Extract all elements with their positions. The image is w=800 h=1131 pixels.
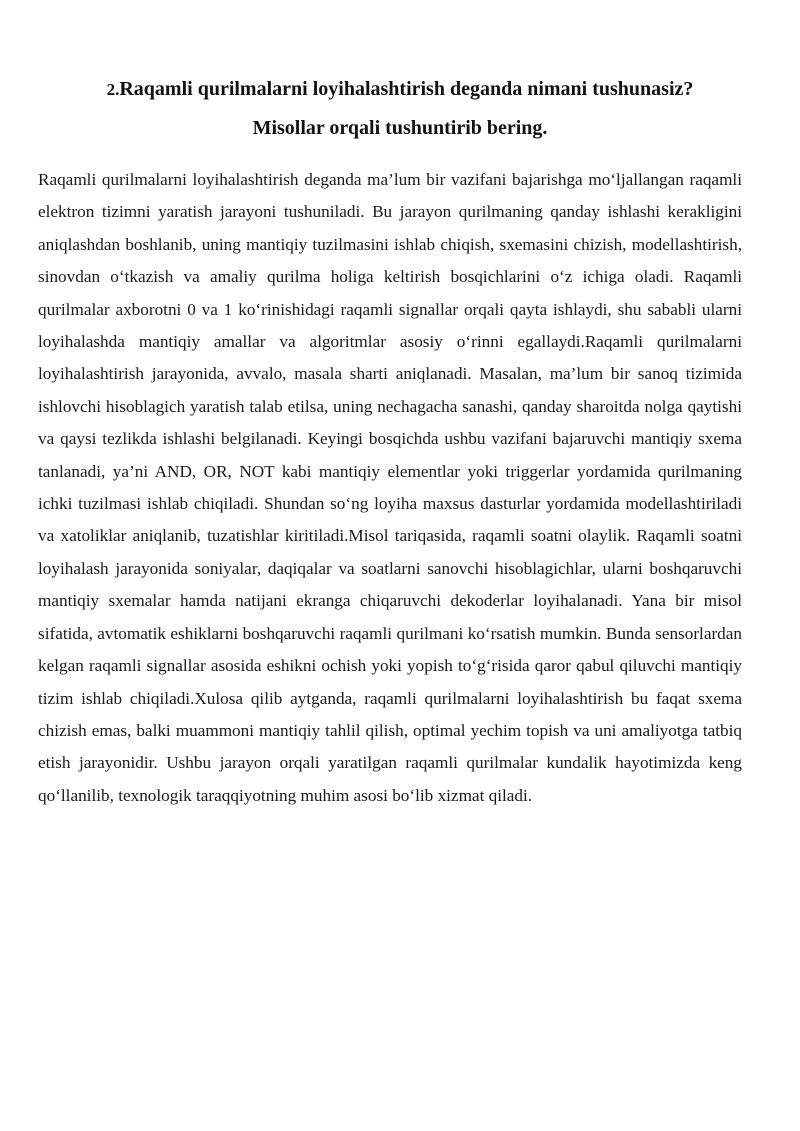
question-number: 2. — [106, 80, 120, 99]
answer-paragraph: Raqamli qurilmalarni loyihalashtirish deganda ma’lum bir vazifani bajarishga mo‘ljallangan raqamli elektron tizimni yaratish jarayoni tushuniladi. Bu jarayon qurilmaning qanday ishlashi kerakligini aniqlashdan boshlanib, uning mantiqiy tuzilmasini ishlab chiqish, sxemasini chizish, modellashtirish, sinovdan o‘tkazish va amaliy qurilma holiga keltirish bosqichlarini o‘z ichiga oladi. Raqamli qurilmalar axborotni 0 va 1 ko‘rinishidagi raqamli signallar orqali qayta ishlaydi, shu sababli ularni loyihalashda mantiqiy amallar va algoritmlar asosiy o‘rinni egallaydi.Raqamli qurilmalarni loyihalashtirish jarayonida, avvalo, masala sharti aniqlanadi. Masalan, ma’lum bir sanoq tizimida ishlovchi hisoblagich yaratish talab etilsa, uning nechagacha sanashi, qanday sharoitda nolga qaytishi va qaysi tezlikda ishlashi belgilanadi. Keyingi bosqichda ushbu vazifani bajaruvchi mantiqiy sxema tanlanadi, ya’ni AND, OR, NOT kabi mantiqiy elementlar yoki triggerlar yordamida qurilmaning ichki tuzilmasi ishlab chiqiladi. Shundan so‘ng loyiha maxsus dasturlar yordamida modellashtiriladi va xatoliklar aniqlanib, tuzatishlar kiritiladi.Misol tariqasida, raqamli soatni olaylik. Raqamli soatni loyihalash jarayonida soniyalar, daqiqalar va soatlarni sanovchi hisoblagichlar, ularni boshqaruvchi mantiqiy sxemalar hamda natijani ekranga chiqaruvchi dekoderlar loyihalanadi. Yana bir misol sifatida, avtomatik eshiklarni boshqaruvchi raqamli qurilmani ko‘rsatish mumkin. Bunda sensorlardan kelgan raqamli signallar asosida eshikni ochish yoki yopish to‘g‘risida qaror qabul qiluvchi mantiqiy tizim ishlab chiqiladi.Xulosa qilib aytganda, raqamli qurilmalarni loyihalashtirish bu faqat sxema chizish emas, balki muammoni mantiqiy tahlil qilish, optimal yechim topish va uni amaliyotga tatbiq etish jarayonidir. Ushbu jarayon orqali yaratilgan raqamli qurilmalar kundalik hayotimizda keng qo‘llanilib, texnologik taraqqiyotning muhim asosi bo‘lib xizmat qiladi. — [38, 170, 742, 805]
heading-line-2: Misollar orqali tushuntirib bering. — [252, 117, 548, 139]
heading-line-1: Raqamli qurilmalarni loyihalashtirish deganda nimani tushunasiz? — [119, 78, 694, 100]
question-heading — [40, 70, 760, 147]
